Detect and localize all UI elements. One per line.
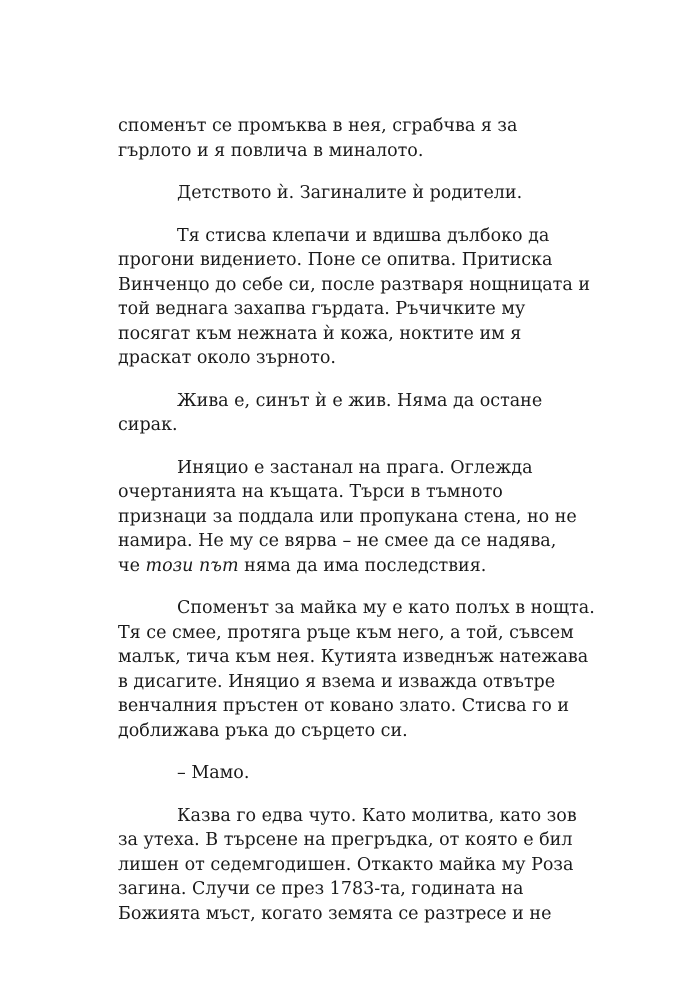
paragraph-3 xyxy=(118,224,618,371)
text-line: Казва го едва чуто. Като молитва, като зов xyxy=(177,805,577,826)
text-fragment: няма да има последствия. xyxy=(238,555,487,576)
text-line: очертанията на къщата. Търси в тъмното xyxy=(118,482,503,502)
text-line: Тя се смее, протяга ръце към него, а той, съвсем xyxy=(118,622,574,643)
text-line: прогони видението. Поне се опитва. Притиска xyxy=(118,250,553,270)
paragraph-8 xyxy=(118,804,618,927)
text-line: – Мамо. xyxy=(177,763,250,783)
text-line: сирак. xyxy=(118,415,178,435)
text-line: гърлото и я повлича в миналото. xyxy=(118,140,424,161)
text-line-with-italic xyxy=(118,554,618,579)
text-line: Иняцио е застанал на прага. Оглежда xyxy=(177,457,533,478)
text-line: загина. Случи се през 1783-та, годината на xyxy=(118,879,524,899)
text-line: доближава ръка до сърцето си. xyxy=(118,720,408,741)
paragraph-6 xyxy=(118,596,618,743)
paragraph-2 xyxy=(118,181,618,206)
text-line: Жива е, синът ѝ е жив. Няма да остане xyxy=(177,390,543,411)
text-line: намира. Не му се вярва – не смее да се надява, xyxy=(118,531,557,551)
text-line: споменът се промъква в нея, сграбчва я за xyxy=(118,116,518,136)
text-line: в дисагите. Иняцио я взема и изважда отвътре xyxy=(118,671,556,692)
text-fragment: че xyxy=(118,555,146,576)
italic-phrase: този път xyxy=(145,555,239,576)
text-line: лишен от седемгодишен. Откакто майка му Роза xyxy=(118,854,574,875)
text-line: венчалния пръстен от ковано злато. Стисва го и xyxy=(118,696,570,716)
text-line: признаци за поддала или пропукана стена, но не xyxy=(118,506,577,527)
text-line: за утеха. В търсене на прегръдка, от която е бил xyxy=(118,830,573,850)
text-line: драскат около зърното. xyxy=(118,348,336,368)
text-line: Божията мъст, когато земята се разтресе и не xyxy=(118,903,552,924)
text-line: той веднага захапва гърдата. Ръчичките му xyxy=(118,299,526,319)
text-line: Тя стисва клепачи и вдишва дълбоко да xyxy=(177,225,550,246)
text-line: Споменът за майка му е като полъх в нощта. xyxy=(177,598,595,618)
paragraph-5 xyxy=(118,456,618,579)
paragraph-7-dialogue xyxy=(118,761,618,786)
paragraph-1 xyxy=(118,114,618,163)
page-text xyxy=(118,114,618,944)
paragraph-4 xyxy=(118,389,618,438)
text-line: Винченцо до себе си, после разтваря нощницата и xyxy=(118,274,591,295)
text-line: посягат към нежната ѝ кожа, ноктите им я xyxy=(118,323,522,344)
text-line: малък, тича към нея. Кутията изведнъж натежава xyxy=(118,647,589,667)
text-line: Детството ѝ. Загиналите ѝ родители. xyxy=(177,183,523,203)
